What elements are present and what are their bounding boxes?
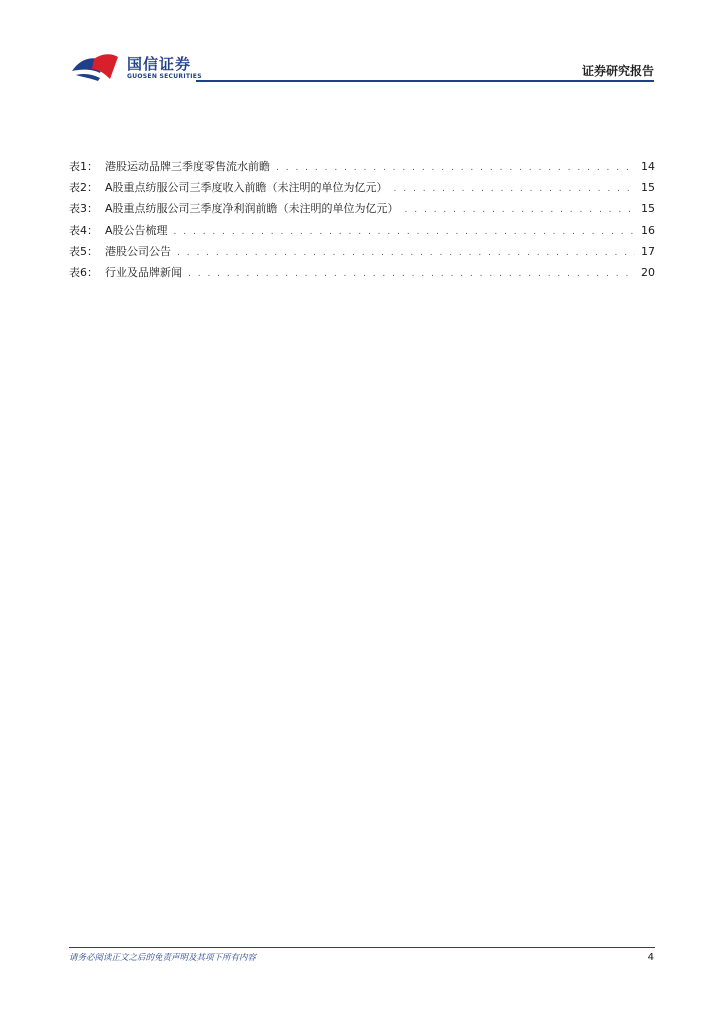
toc-leader-dots <box>405 205 635 215</box>
toc-item-page: 15 <box>641 202 655 216</box>
toc-item-label: 表6： <box>69 265 98 279</box>
toc-item[interactable] <box>69 179 655 200</box>
footer-divider <box>69 947 655 948</box>
brand-name-en: GUOSEN SECURITIES <box>127 73 202 80</box>
toc-item-title: A股重点纺服公司三季度净利润前瞻（未注明的单位为亿元） <box>105 202 399 216</box>
toc-item-label: 表3： <box>69 202 98 216</box>
toc-leader-dots <box>276 163 635 173</box>
toc-item[interactable] <box>69 158 655 179</box>
toc-item-page: 14 <box>641 160 655 173</box>
toc-leader-dots <box>394 184 635 194</box>
report-type-label: 证券研究报告 <box>581 64 654 78</box>
toc-leader-dots <box>188 269 635 279</box>
toc-item-title: 港股运动品牌三季度零售流水前瞻 <box>105 160 270 173</box>
table-of-contents <box>69 158 655 285</box>
toc-leader-dots <box>174 227 635 237</box>
toc-item-label: 表5： <box>69 244 98 258</box>
toc-item-label: 表2： <box>69 181 98 195</box>
toc-item-page: 17 <box>641 244 655 258</box>
toc-leader-dots <box>177 248 635 258</box>
toc-item-label: 表1： <box>69 160 98 173</box>
toc-item-label: 表4： <box>69 223 98 237</box>
toc-item-page: 20 <box>641 265 655 279</box>
page-number: 4 <box>647 952 654 963</box>
toc-item-title: A股重点纺服公司三季度收入前瞻（未注明的单位为亿元） <box>105 181 388 195</box>
toc-item-page: 15 <box>641 181 655 195</box>
toc-item[interactable] <box>69 200 655 221</box>
toc-item-title: 港股公司公告 <box>105 244 171 258</box>
toc-item-page: 16 <box>641 223 655 237</box>
toc-item-title: A股公告梳理 <box>105 223 168 237</box>
toc-item[interactable] <box>69 222 655 243</box>
toc-item[interactable] <box>69 264 655 285</box>
footer-disclaimer: 请务必阅读正文之后的免责声明及其项下所有内容 <box>69 953 257 963</box>
page-header <box>0 0 724 90</box>
brand-name-cn: 国信证券 <box>127 55 192 73</box>
toc-item-title: 行业及品牌新闻 <box>105 265 182 279</box>
guosen-logo-icon <box>70 51 120 83</box>
header-divider <box>196 80 654 82</box>
toc-item[interactable] <box>69 243 655 264</box>
